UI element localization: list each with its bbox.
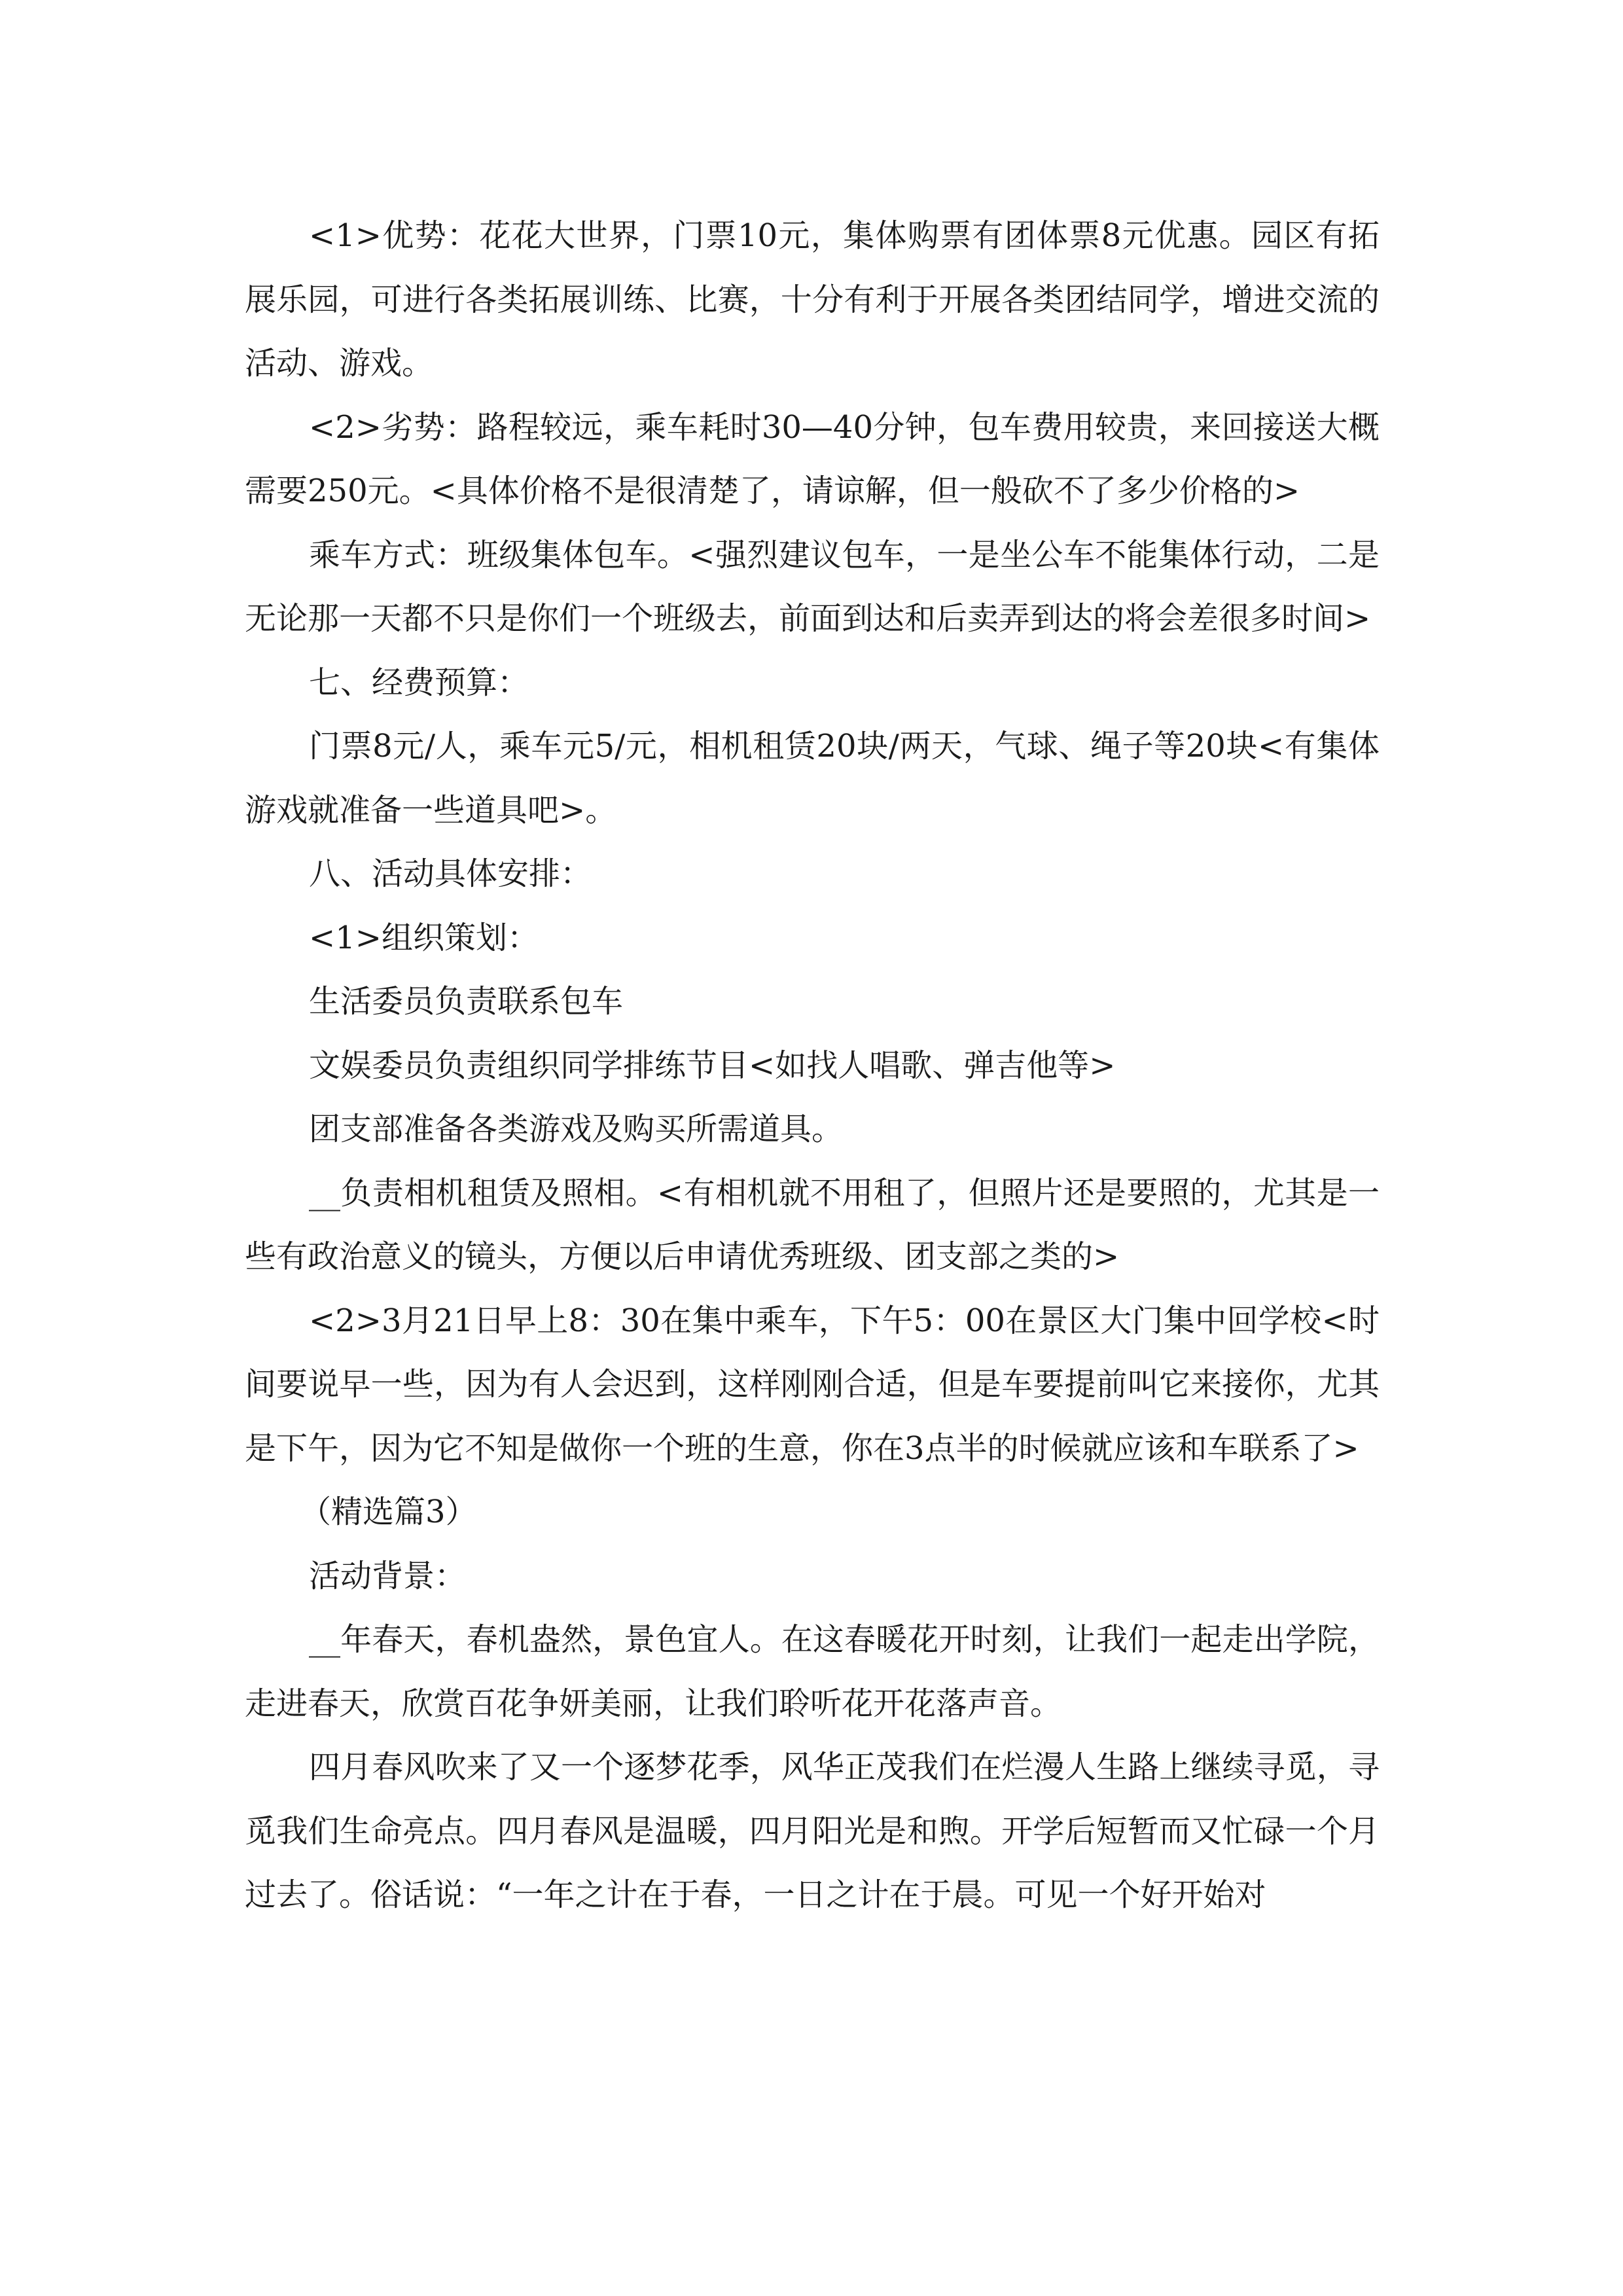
paragraph-disadvantages: <2>劣势：路程较远，乘车耗时30—40分钟，包车费用较贵，来回接送大概需要250元。<具体价格不是很清楚了，请谅解，但一般砍不了多少价格的> [245, 408, 1380, 509]
section-heading-budget: 七、经费预算： [309, 664, 529, 701]
paragraph-advantages: <1>优势：花花大世界，门票10元，集体购票有团体票8元优惠。园区有拓展乐园，可进行各类拓展训练、比赛，十分有利于开展各类团结同学，增进交流的活动、游戏。 [245, 217, 1380, 382]
section-heading-selected-3: （精选篇3） [300, 1494, 477, 1530]
paragraph-background-heading: 活动背景： [309, 1557, 467, 1594]
paragraph-life-committee: 生活委员负责联系包车 [309, 983, 624, 1020]
document-body [245, 204, 1380, 1928]
section-heading-schedule: 八、活动具体安排： [309, 855, 592, 892]
paragraph-april: 四月春风吹来了又一个逐梦花季，风华正茂我们在烂漫人生路上继续寻觅，寻觅我们生命亮点。四月春风是温暖，四月阳光是和煦。开学后短暂而又忙碌一个月过去了。俗话说：“一年之计在于春，一日之计在于晨。可见一个好开始对 [245, 1749, 1380, 1913]
paragraph-transport: 乘车方式：班级集体包车。<强烈建议包车，一是坐公车不能集体行动，二是无论那一天都不只是你们一个班级去，前面到达和后卖弄到达的将会差很多时间> [245, 536, 1380, 637]
paragraph-league-branch: 团支部准备各类游戏及购买所需道具。 [309, 1111, 844, 1147]
paragraph-camera: __负责相机租赁及照相。<有相机就不用租了，但照片还是要照的，尤其是一些有政治意义的镜头，方便以后申请优秀班级、团支部之类的> [245, 1174, 1380, 1275]
paragraph-spring: __年春天，春机盎然，景色宜人。在这春暖花开时刻，让我们一起走出学院，走进春天，欣赏百花争妍美丽，让我们聆听花开花落声音。 [245, 1621, 1380, 1722]
paragraph-time: <2>3月21日早上8：30在集中乘车，下午5：00在景区大门集中回学校<时间要说早一些，因为有人会迟到，这样刚刚合适，但是车要提前叫它来接你，尤其是下午，因为它不知是做你一个班的生意，你在3点半的时候就应该和车联系了> [245, 1302, 1380, 1467]
paragraph-organization: <1>组织策划： [309, 919, 539, 956]
paragraph-entertainment-committee: 文娱委员负责组织同学排练节目<如找人唱歌、弹吉他等> [309, 1047, 1116, 1084]
paragraph-budget: 门票8元/人，乘车元5/元，相机租赁20块/两天，气球、绳子等20块<有集体游戏就准备一些道具吧>。 [245, 728, 1380, 829]
